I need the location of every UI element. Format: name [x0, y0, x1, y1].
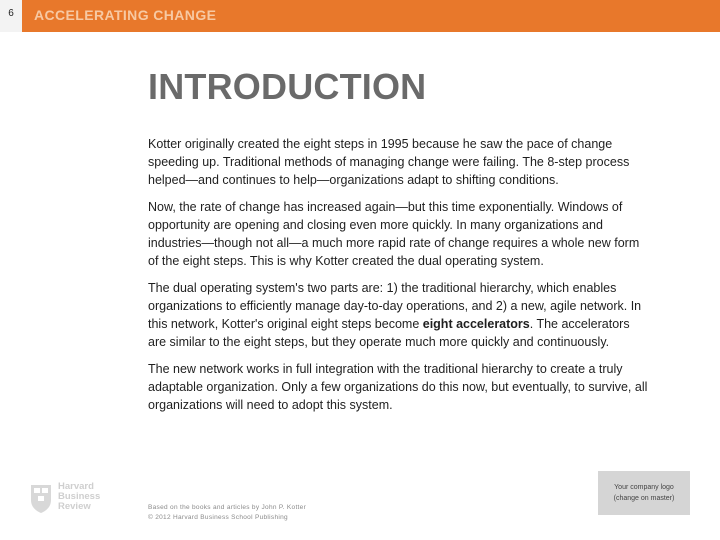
credit-line-1: Based on the books and articles by John P. Kotter	[148, 504, 307, 511]
hbr-line-3: Review	[58, 501, 91, 512]
hbr-logo	[30, 482, 120, 518]
logo-placeholder-line-1: Your company logo	[614, 484, 674, 491]
body-text	[148, 135, 648, 423]
footer-credit	[148, 503, 306, 523]
eight-accelerators-term: eight accelerators	[422, 317, 530, 331]
hbr-wordmark	[58, 482, 100, 512]
page-number: 6	[8, 8, 14, 19]
paragraph-3-part-2: . The accelerators are similar to the eight steps, but they operate much more quickly and continuously.	[148, 317, 630, 349]
hbr-line-2: Business	[58, 491, 101, 502]
paragraph-4: The new network works in full integration with the traditional hierarchy to create a truly adaptable organization. Only a few organizations do this now, but eventually, to survive, all organizations will need to adopt this system.	[148, 362, 648, 412]
paragraph-2: Now, the rate of change has increased again—but this time exponentially. Windows of opportunity are opening and closing even more quickly. In many organizations and industries—though not all—a much more rapid rate of change requires a whole new form of the eight steps. This is why Kotter created the dual operating system.	[148, 200, 640, 268]
page-number-box	[0, 0, 22, 32]
section-title: ACCELERATING CHANGE	[34, 7, 217, 23]
paragraph-1: Kotter originally created the eight steps in 1995 because he saw the pace of change speeding up. Traditional methods of managing change were failing. The 8-step process helped—and continues to help—organizations adapt to shifting conditions.	[148, 137, 630, 187]
logo-placeholder-line-2: (change on master)	[613, 495, 675, 502]
company-logo-placeholder	[598, 471, 690, 515]
paragraph-3-part-1: The dual operating system's two parts are: 1) the traditional hierarchy, which enables organizations to efficiently manage day-to-day operations, and 2) a new, agile network. In this network, Kotter's original eight steps become	[148, 281, 642, 331]
hbr-line-1: Harvard	[58, 481, 94, 492]
header-bar	[0, 0, 720, 32]
paragraph-3	[148, 279, 648, 351]
slide-title: INTRODUCTION	[148, 66, 427, 107]
harvard-shield-icon	[30, 484, 52, 514]
copyright-line: © 2012 Harvard Business School Publishing	[148, 514, 288, 521]
